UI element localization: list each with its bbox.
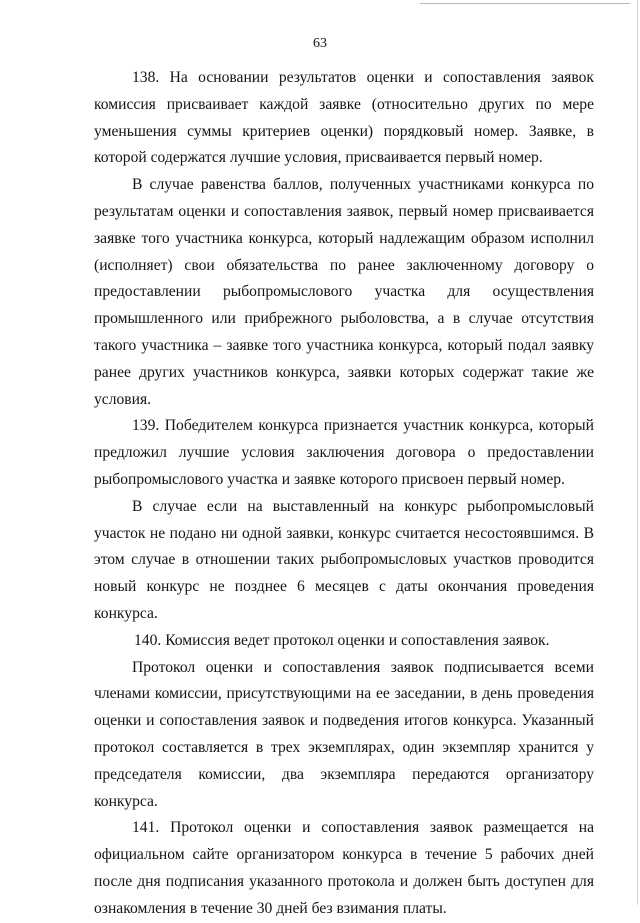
scan-edge-top	[420, 3, 630, 4]
scan-edge-right	[637, 0, 638, 905]
paragraph-140: 140. Комиссия ведет протокол оценки и сопоставления заявок.	[134, 631, 550, 649]
paragraph-138: 138. На основании результатов оценки и сопоставления заявок комиссия присваивает каждой заявке (относительно других по мере уменьшения суммы критериев оценки) порядковый номер. Заявке, в которой содержатся лучшие условия, присваивается первый номер.	[94, 69, 594, 167]
paragraph-139: 139. Победителем конкурса признается участник конкурса, который предложил лучшие условия заключения договора о предоставлении рыбопромыслового участка и заявке которого присвоен первый номер.	[94, 417, 594, 488]
paragraph-138-tie-rule: В случае равенства баллов, полученных участниками конкурса по результатам оценки и сопоставления заявок, первый номер присваивается заявке того участника конкурса, который надлежащим образом исполнил (исполняет) свои обязательства по ранее заключенному договору о предоставлении рыбопромыслового участка для осуществления промышленного или прибрежного рыболовства, а в случае отсутствия такого участника – заявке того участника конкурса, который подал заявку ранее других участников конкурса, заявки которых содержат такие же условия.	[94, 176, 594, 408]
paragraph-140-protocol: Протокол оценки и сопоставления заявок подписывается всеми членами комиссии, присутствующими на ее заседании, в день проведения оценки и сопоставления заявок и подведения итогов конкурса. Указанный протокол составляется в трех экземплярах, один экземпляр хранится у председателя комиссии, два экземпляра передаются организатору конкурса.	[94, 658, 594, 810]
paragraph-139-failed-contest: В случае если на выставленный на конкурс рыбопромысловый участок не подано ни одной заявки, конкурс считается несостоявшимся. В этом случае в отношении таких рыбопромысловых участков проводится новый конкурс не позднее 6 месяцев с даты окончания проведения конкурса.	[94, 497, 594, 622]
page-number: 63	[313, 36, 327, 51]
paragraph-141: 141. Протокол оценки и сопоставления заявок размещается на официальном сайте организатором конкурса в течение 5 рабочих дней после дня подписания указанного протокола и должен быть доступен для ознакомления в течение 30 дней без взимания платы.	[94, 819, 594, 917]
document-body	[94, 65, 594, 923]
